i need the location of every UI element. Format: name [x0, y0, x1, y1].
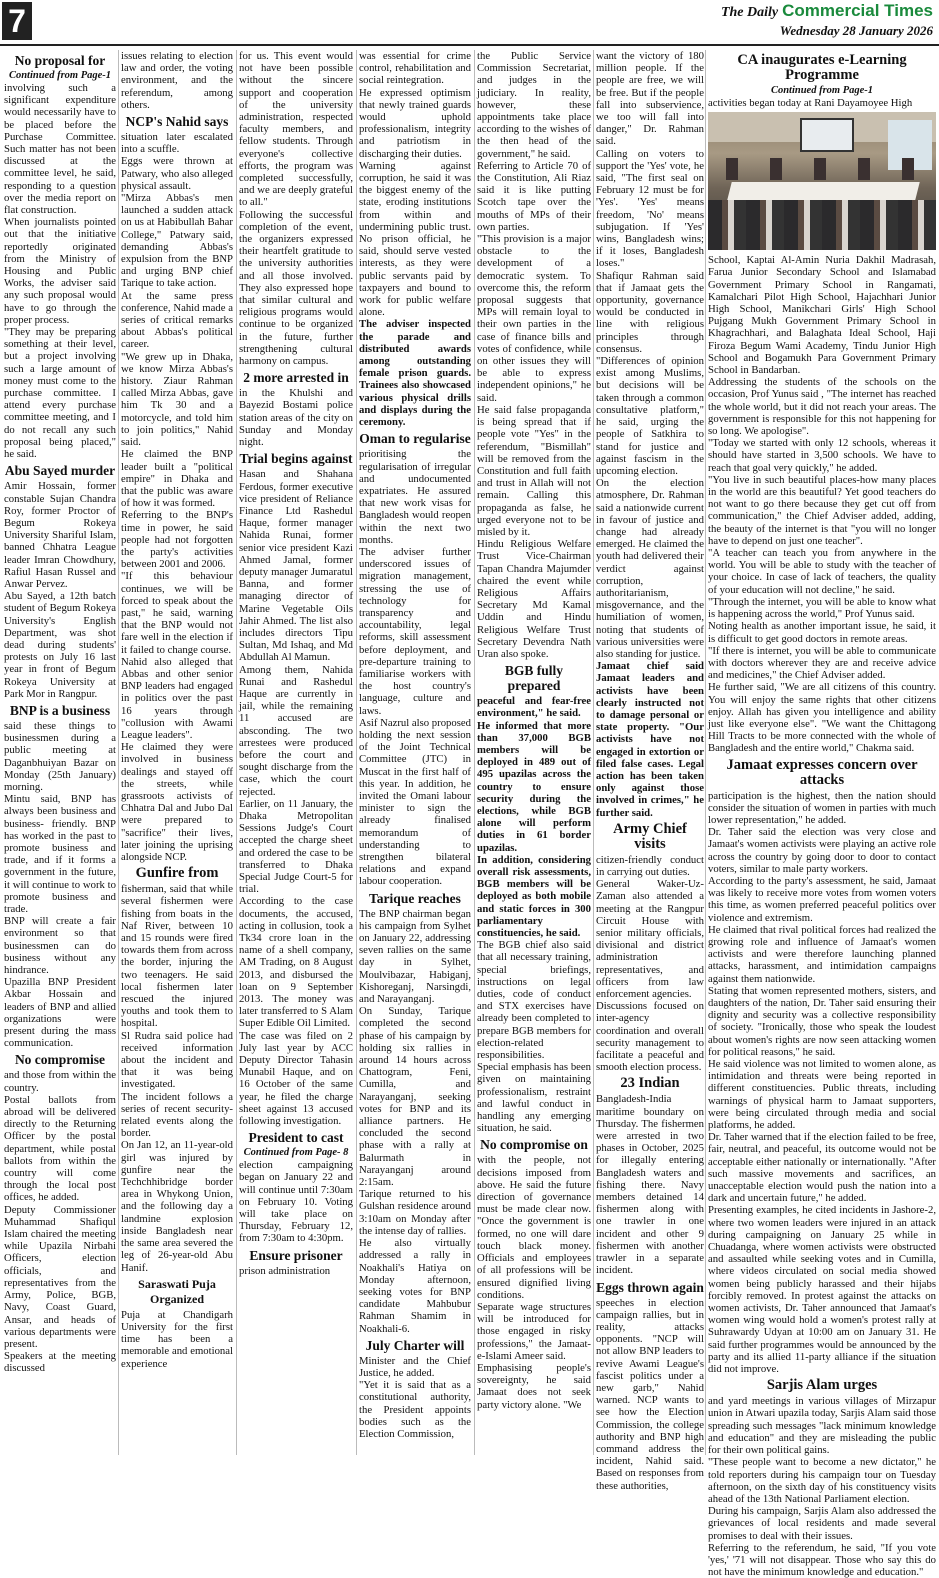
tv-screen-icon: [800, 118, 854, 152]
paragraph: Asif Nazrul also proposed holding the next session of the Joint Technical Committee (JTC) in Muscat in the first half of this year. In addition, he invited the Omani labour minister to sign the already finalised memorandum of understanding to strengthen bilateral relations and expand labour cooperation.: [359, 716, 471, 888]
paragraph: Earlier, on 11 January, the Dhaka Metropolitan Sessions Judge's Court accepted the charge sheet and ordered the case to be transferred to Dhaka Special Judge Court-5 for trial.: [239, 797, 353, 896]
column-divider: [236, 50, 237, 1455]
paragraph: Special emphasis has been given on maintaining professionalism, restraint and lawful conduct in handling any emerging situation, he said.: [477, 1061, 591, 1135]
paragraph: issues relating to election law and order, the voting environment, and the referendum, among others.: [121, 50, 233, 111]
paragraph: He also virtually addressed a rally in Noakhali's Hatiya on Monday afternoon, seeking votes for BNP candidate Mahbubur Rahman Shamim in Noakhali-6.: [359, 1237, 471, 1335]
paragraph: prioritising the regularisation of irregular and undocumented expatriates. He assured that new work visas for Bangladesh would reopen within the next two months.: [359, 448, 471, 546]
headline: Gunfire from: [135, 865, 219, 882]
paragraph: According to the party's assessment, he said, Jamaat was likely to receive more votes from women voters this time, as women preferred peaceful politics over violence and extremism.: [708, 874, 936, 924]
paragraph: Hasan and Shahana Ferdous, former executive vice president of Reliance Finance Ltd Rashedul Haque, former manager Nahida Runai, former senior vice president Kazi Ahmed Jamal, former deputy manager Jumaratul Banna, and former managing director of Marine Vegetable Oils Jahir Ahmed. The list also includes directors Tipu Sultan, Md Ishaq, and Md Abdullah Al Mamun.: [239, 468, 353, 664]
continuation-note: Continued from Page-1: [8, 70, 112, 81]
paragraph: "We grew up in Dhaka, we know Mirza Abbas's history. Ziaur Rahman called Mirza Abbas, gave him Tk 30 and a motorcycle, and told him to join politics," Nahid said.: [121, 350, 233, 449]
column-divider: [474, 50, 475, 1455]
masthead-name: Commercial Times: [782, 1, 933, 20]
headline: BGB fully prepared: [504, 663, 564, 694]
paragraph: "This provision is a major obstacle to the development of a democratic system. To overcome this, the reform proposal suggests that MPs will remain loyal to their own parties in the case of finance bills and votes of confidence, while on other issues they will be able to express independent opinions," he said.: [477, 233, 591, 404]
headline: Saraswati Puja Organized: [138, 1276, 216, 1306]
paragraph: Puja at Chandigarh University for the first time has been a memorable and emotional experience: [121, 1308, 233, 1370]
paragraph: "Differences of opinion exist among Muslims, but decisions will be taken through a common consultative platform," he said, urging the people of Satkhira to stand for justice and against fascism in the upcoming election.: [596, 355, 704, 477]
paragraph: He claimed the BNP leader built a "political empire" in Dhaka and that the public was aware of how it was formed.: [121, 448, 233, 510]
paragraph: in the Khulshi and Bayezid Bostami police station areas of the city on Sunday and Monday night.: [239, 387, 353, 449]
paragraph: On Sunday, Tarique completed the second phase of his campaign by holding six rallies in around 14 hours across Chattogram, Feni, Cumilla, and Narayanganj, seeking votes for BNP and its alliance partners. He concluded the second phase with a rally at Balurmath in Narayanganj around 2:15am.: [359, 1005, 471, 1189]
paragraph: He informed that more than 37,000 BGB members will be deployed in 489 out of 495 upazilas across the country to ensure security during the elections, while BGB alone will perform duties in 61 border upazilas.: [477, 719, 591, 854]
paragraph: Minister and the Chief Justice, he added.: [359, 1354, 471, 1379]
paragraph: Dr. Taher said the election was very close and Jamaat's women activists were playing an active role across the country by going door to door to contact voters, similar to male party workers.: [708, 826, 936, 875]
column-divider: [118, 50, 119, 1455]
paragraph: Eggs were thrown at Patwary, who also alleged physical assault.: [121, 155, 233, 192]
paragraph: Upazilla BNP President Akbar Hossain and leaders of BNP and allied organizations were present during the mass communication.: [4, 976, 116, 1050]
headline: 2 more arrested in: [243, 370, 349, 386]
paragraph: Separate wage structures will be introduced for those engaged in risky professions," the Jamaat-e-Islami Ameer said.: [477, 1300, 591, 1362]
paragraph: Referring to the BNP's time in power, he said people had not forgotten the party's activities between 2001 and 2006.: [121, 509, 233, 571]
paragraph: School, Kaptai Al-Amin Nuria Dakhil Madrasah, Farua Junior Secondary School and Islamabad Government Primary School in Rangamati, Kamalchari Pilot High School, Hajachhari Junior High School, Manikchari Girls' High School Pujgang Mukh Government Primary School in Khagrachhari, and Balaghata Ideal School, Haji Firoza Begum Wami Academy, Tindu Junior High School and Bogamukh Para Government Primary School in Bandarban.: [708, 254, 936, 377]
paragraph: He expressed optimism that newly trained guards would uphold professionalism, integrity and patriotism in discharging their duties.: [359, 86, 471, 160]
column-5: [477, 50, 591, 1455]
paragraph: Shafiqur Rahman said that if Jamaat gets the opportunity, governance would be conducted in line with religious principles through consensus.: [596, 269, 704, 355]
headline: BNP is a business: [9, 702, 111, 718]
paragraph: "These people want to become a new dictator," he told reporters during his campaign tour on Tuesday afternoon, on the sixth day of his constituency visits ahead of the 13th National Parliament election.: [708, 1456, 936, 1505]
paragraph: The incident follows a series of recent security-related events along the border.: [121, 1090, 233, 1140]
paragraph: He claimed they were involved in business dealings and stayed off the streets, while grassroots activists of Chhatra Dal and Jubo Dal were prepared to "sacrifice" their lives, later joining the uprising alongside NCP.: [121, 741, 233, 863]
paragraph: Addressing the students of the schools on the occasion, Prof Yunus said , "The internet has reached the whole world, but it did not reach your areas. The government is responsible for this not happening for so long. We apologise".: [708, 376, 936, 438]
paragraph: prison administration: [239, 1264, 331, 1277]
column-divider: [705, 50, 706, 1455]
headline: Eggs thrown again: [596, 1279, 704, 1295]
paragraph: On the election atmosphere, Dr. Rahman said a nationwide current in favour of justice and change had already emerged. He claimed the youth had delivered their verdict against corruption, authoritarianism, misgovernance, and the humiliation of women, noting that students of various universities were also standing for justice.: [596, 477, 704, 660]
masthead: [721, 1, 933, 39]
paragraph: Referring to the referendum, he said, "If you vote 'yes,' '71 will not disappear. Those who say this do not have the minimum knowledge and education.": [708, 1541, 936, 1578]
paragraph: Calling on voters to support the 'Yes' vote, he said, "The first seal on February 12 must be for 'Yes'. 'Yes' means freedom, 'No' means subjugation. If 'Yes' wins, Bangladesh wins; if it loses, Bangladesh loses.": [596, 147, 704, 270]
column-6: [596, 50, 704, 1492]
paragraph: In addition, considering overall risk assessments, BGB members will be deployed as both mobile and static forces in 300 parliamentary constituencies, he said.: [477, 853, 591, 940]
paragraph: "Today we started with only 12 schools, whereas it should have started in 3,500 schools. We have to reach that goal very quickly," he added.: [708, 437, 936, 474]
masthead-daily: The Daily: [720, 5, 779, 20]
paragraph: and yard meetings in various villages of Mirzapur union in Atwari upazila today, Sarjis Alam said those spreading such messages "lack minimum knowledge and education" and they are misleading the public for their own political gains.: [708, 1395, 936, 1457]
paragraph: "Mirza Abbas's men launched a sudden attack on us at Habibullah Bahar College," Patwary said, demanding Abbas's expulsion from the BNP and urging BNP chief Tarique to take action.: [121, 192, 233, 290]
headline: President to cast: [248, 1130, 344, 1146]
headline: Trial begins against: [239, 451, 353, 467]
paragraph: Mintu said, BNP has always been business and business- friendly. BNP has worked in the past to promote business and trade, and if it forms a government in the future, it will continue to work to promote business and trade.: [4, 793, 116, 915]
column-7: [708, 50, 936, 1578]
paragraph: Warning against corruption, he said it was the biggest enemy of the state, eroding institutions from within and undermining public trust. No prison official, he said, should serve vested interests, as they were public servants paid by taxpayers and bound to work for public welfare alone.: [359, 159, 471, 319]
paragraph: During his campaign, Sarjis Alam also addressed the grievances of local residents and made several promises to deal with their issues.: [708, 1505, 936, 1542]
page-number: 7: [2, 2, 32, 40]
column-4: [359, 50, 471, 1455]
headline: Ensure prisoner: [249, 1247, 343, 1263]
paragraph: He said violence was not limited to women alone, as intimidation and threats were being reported in different constituencies. Public threats, including warnings of physical harm to Jamaat supporters, were being circulated through media and social platforms, he added.: [708, 1058, 936, 1132]
paragraph: Discussions focused on inter-agency coordination and overall security management to facilitate a peaceful and smooth election process.: [596, 1000, 704, 1074]
column-divider: [593, 50, 594, 1455]
paragraph: Stating that women represented mothers, sisters, and daughters of the nation, Dr. Taher said ensuring their dignity and security was a collective responsibility of society. "Ironically, those who speak the loudest about women's rights are now seen attacking women for political reasons," he said.: [708, 984, 936, 1058]
paragraph: Noting health as another important issue, he said, it is difficult to get good doctors in remote areas.: [708, 620, 936, 645]
paragraph: peaceful and fear-free environment," he said.: [477, 695, 591, 720]
paragraph: Presenting examples, he cited incidents in Jashore-2, where two women leaders were injured in an attack during campaigning on January 25 while in Chuadanga, where women activists were obstructed and assaulted while seeking votes and in Cumilla, where videos circulated on social media showed women being publicly harassed and their hijabs forcibly removed. In protest against the attacks on women activists, Dr. Taher announced that Jamaat's women wing would hold a women's protest rally at Suhrawardy Udyan at 10:00 am on January 31. He said further programmes would be announced by the party and its allied 11-party alliance if the situation did not improve.: [708, 1204, 936, 1376]
paragraph: Following the successful completion of the event, the organizers expressed their heartfelt gratitude to the university authorities and all those involved. They also expressed hope that similar cultural and religious programs would continue to be organized in the future, further strengthening cultural harmony on campus.: [239, 208, 353, 368]
paragraph: The case was filed on 2 July last year by ACC Deputy Director Tahasin Munabil Haque, and on 16 October of the same year, he filed the charge sheet against 13 accused following investigation.: [239, 1029, 353, 1128]
headline: NCP's Nahid says: [125, 114, 229, 130]
headline: 23 Indian: [620, 1075, 680, 1092]
page-header: [0, 0, 939, 44]
paragraph: the Public Service Commission Secretariat, and judges in the judiciary. In reality, however, these appointments take place according to the wishes of the then head of the government," he said.: [477, 50, 591, 160]
paragraph: "If this behaviour continues, we will be forced to speak about the past," he said, warning that the BNP would not fare well in the election if it failed to change course.: [121, 570, 233, 656]
headline: No compromise: [14, 1052, 106, 1068]
paragraph: General Waker-Uz-Zaman also attended a meeting at the Rangpur Circuit House with senior military officials, divisional and district administration representatives, and officers from law enforcement agencies.: [596, 878, 704, 1001]
paragraph: Referring to Article 70 of the Constitution, Ali Riaz said it is like putting Scotch tape over the mouths of MPs of their own parties.: [477, 159, 591, 233]
paragraph: Bangladesh-India maritime boundary on Thursday. The fishermen were arrested in two phases in October, 2025 for illegally entering Bangladesh waters and fishing there. Navy members detained 14 fishermen along with one trawler in one incident and other 9 fishermen with another trawler in a separate incident.: [596, 1093, 704, 1277]
paragraph: speeches in election campaign rallies, but in reality, attacks opponents. "NCP will not allow BNP leaders to revive Awami League's fascist politics under a new garb," Nahid warned. NCP wants to see how the Election Commission, the college authority and BNP high command address the incident, Nahid said. Based on responses from these authorities,: [596, 1296, 704, 1492]
paragraph: The adviser inspected the parade and distributed awards among outstanding female prison guards. Trainees also showcased various physical drills and displays during the ceremony.: [359, 318, 471, 429]
headline: July Charter will: [365, 1337, 465, 1353]
paragraph: On Jan 12, an 11-year-old girl was injured by gunfire near the Techchhibridge border area in Whykong Union, and the following day a landmine explosion inside Bangladesh near the same area severed the leg of 26-year-old Abu Hanif.: [121, 1139, 233, 1274]
paragraph: The BNP chairman began his campaign from Sylhet on January 22, addressing seven rallies on the same day in Sylhet, Moulvibazar, Habiganj, Kishoreganj, Narsingdi, and Narayanganj.: [359, 907, 471, 1006]
header-divider: [0, 44, 939, 46]
paragraph: Among them, Nahida Runai and Rashedul Haque are currently in jail, while the remaining 11 accused are absconding. The two arrestees were produced before the court and sought discharge from the case, which the court rejected.: [239, 663, 353, 798]
paragraph: At the same press conference, Nahid made a series of critical remarks about Abbas's political career.: [121, 289, 233, 351]
paragraph: said these things to businessmen during a public meeting at Daganbhuiyan Bazar on Monday (25th January) morning.: [4, 719, 116, 793]
column-1: [4, 50, 116, 1455]
paragraph: situation later escalated into a scuffle.: [121, 131, 233, 156]
headline: Tarique reaches: [369, 890, 461, 906]
paragraph: BNP will create a fair environment so that businessmen can do business without any hindrance.: [4, 915, 116, 977]
headline: Abu Sayed murder: [4, 463, 116, 479]
headline: No compromise on: [480, 1137, 588, 1153]
paragraph: "A teacher can teach you from anywhere in the world. You will be able to study with the teacher of your choice. In case of lack of teachers, the quality of your education will not decline," he said.: [708, 547, 936, 596]
paragraph: Hindu Religious Welfare Trust Vice-Chairman Tapan Chandra Majumder chaired the event while Religious Affairs Secretary Md Kamal Uddin and Hindu Religious Welfare Trust Secretary Devendra Nath Uran also spoke.: [477, 538, 591, 660]
paragraph: He claimed that rival political forces had realized the growing role and influence of Jamaat's women activists and were therefore launching planned attacks, harassment, and intimidation campaigns against them nationwide.: [708, 923, 936, 985]
news-photo-classroom: [708, 112, 936, 250]
paragraph: "They may be preparing something at their level, but a project involving such a large amount of money must come to the purchase committee. I attend every purchase committee meeting, and I do not recall any such proposal being placed," he said.: [4, 326, 116, 461]
paragraph: Emphasising people's sovereignty, he said Jamaat does not seek party victory alone. "We: [477, 1361, 591, 1411]
paragraph: "Through the internet, you will be able to know what is happening across the world," Prof Yunus said.: [708, 595, 936, 621]
paragraph: According to the case documents, the accused, acting in collusion, took a Tk34 crore loan in the name of a shell company, AM Trading, on 8 August 2013, and disbursed the loan on 9 September 2013. The money was later transferred to S Alam Super Edible Oil Limited.: [239, 895, 353, 1030]
issue-date: Wednesday 28 January 2026: [779, 23, 933, 38]
paragraph: was essential for crime control, rehabilitation and social reintegration.: [359, 50, 471, 87]
paragraph: want the victory of 180 million people. If the people are free, we will be free. But if the people fall into subservience, we too will fall into danger," Dr. Rahman said.: [596, 50, 704, 148]
paragraph: Deputy Commissioner Muhammad Shafiqul Islam chaired the meeting while Upazila Nirbahi Officers, election officials, and representatives from the Army, Police, BGB, Navy, Coast Guard, Ansar, and heads of various departments were present.: [4, 1203, 116, 1350]
paragraph: The BGB chief also said that all necessary training, special briefings, instructions on legal duties, code of conduct and STX exercises have already been completed to prepare BGB members for election-related responsibilities.: [477, 939, 591, 1062]
paragraph: Postal ballots from abroad will be delivered directly to the Returning Officer by the postal department, while postal ballots from within the country will come through the local post offices, he added.: [4, 1093, 116, 1204]
paragraph: Tarique returned to his Gulshan residence around 3:10am on Monday after the intense day of rallies.: [359, 1188, 471, 1237]
paragraph: fisherman, said that while several fishermen were fishing from boats in the Naf River, between 10 and 15 rounds were fired towards them from across the border, injuring the two teenagers. He said local fishermen later rescued the injured youths and took them to hospital.: [121, 883, 233, 1030]
headline: Army Chief visits: [613, 820, 687, 852]
column-divider: [356, 50, 357, 1455]
continuation-note: Continued from Page- 8: [243, 1147, 349, 1159]
paragraph: He said false propaganda is being spread that if people vote "Yes" in the referendum, "Bismillah" will be removed from the Constitution and full faith and trust in Allah will not remain. Calling this propaganda as false, he urged everyone not to be misled by it.: [477, 403, 591, 538]
paragraph: Jamaat chief said Jamaat leaders and activists have been clearly instructed not to damage personal or state property. "Our activists have not engaged in extortion or filed false cases. Legal action has been taken only against those involved in crimes," he further said.: [596, 660, 704, 819]
headline: Jamaat expresses concern over attacks: [726, 756, 918, 788]
paragraph: "Yet it is said that as a constitutional authority, the President appoints bodies such as the Election Commission,: [359, 1379, 471, 1440]
masthead-title: [721, 1, 933, 21]
headline: Oman to regularise: [359, 431, 471, 447]
paragraph: "If there is internet, you will be able to communicate with doctors wherever they are and receive advice and medicines," the Chief Adviser added.: [708, 644, 936, 682]
paragraph: with the people, not decisions imposed from above. He said the future direction of governance must be made clear now. "Once the government is formed, no one will dare touch black money. Officials and employees of all professions will be ensured dignified living conditions.: [477, 1154, 591, 1301]
paragraph: Nahid also alleged that Abbas and other senior BNP leaders had engaged in politics over the past 16 years through "collusion with Awami League leaders".: [121, 655, 233, 741]
paragraph: Abu Sayed, a 12th batch student of Begum Rokeya University's English Department, was shot dead during students' protests on July 16 last year in front of Begum Rokeya University at Park Mor in Rangpur.: [4, 590, 116, 700]
column-2: [121, 50, 233, 1455]
paragraph: and those from within the country.: [4, 1069, 116, 1094]
paragraph: involving such a significant expenditure would necessarily have to be placed before the Purchase Committee. Such matter has not been discussed at the committee level, he said, responding to a question over the media report on flat construction.: [4, 82, 116, 217]
headline: CA inaugurates e-Learning Programme: [737, 52, 907, 83]
paragraph: election campaigning began on January 22 and will continue until 7:30am on February 10. Voting will take place on Thursday, February 12, from 7:30am to 4:30pm.: [239, 1159, 353, 1245]
paragraph: He further said, "We are all citizens of this country. You will enjoy the same rights that other citizens enjoy. Allah has given you intelligence and ability just like everyone else". "We want the Chittagong Hill Tracts to be more connected with the whole of Bangladesh and the entire world," Chakma said.: [708, 681, 936, 755]
paragraph: participation is the highest, then the nation should consider the situation of women in parties with much lower representation," he added.: [708, 789, 936, 826]
headline: Sarjis Alam urges: [766, 1377, 878, 1394]
paragraph: The adviser further underscored issues of migration management, stressing the use of technology for transparency and accountability, legal reforms, skill assessment before deployment, and pre-departure training to familiarise workers with the host country's language, culture and laws.: [359, 545, 471, 717]
headline: No proposal for: [14, 53, 106, 68]
paragraph: citizen-friendly conduct in carrying out duties.: [596, 853, 704, 878]
paragraph: Speakers at the meeting discussed: [4, 1350, 116, 1375]
paragraph: activities began today at Rani Dayamoyee High: [708, 97, 913, 109]
paragraph: When journalists pointed out that the initiative reportedly originated from the Ministry of Housing and Public Works, the adviser said any such proposal would have to go through the proper process.: [4, 216, 116, 326]
continuation-note: Continued from Page-1: [770, 85, 874, 96]
paragraph: Dr. Taher warned that if the election failed to be free, fair, neutral, and peaceful, its outcome would not be acceptable either nationally or internationally. "After such massive movements and sacrifices, an unacceptable election would push the nation into a dark and uncertain future," he added.: [708, 1131, 936, 1205]
paragraph: Sl Rudra said police had received information about the incident and that it was being investigated.: [121, 1029, 233, 1091]
column-3: [239, 50, 353, 1455]
paragraph: Amir Hossain, former constable Sujan Chandra Roy, former Proctor of Begum Rokeya University Shariful Islam, banned Chhatra League leader Imran Chowdhury, Rafiul Hasan Russel and Anwar Pervez.: [4, 480, 116, 590]
paragraph: "You live in such beautiful places-how many places in the world are this beautiful? Yet good teachers do not want to go there because they get cut off from communication," the Chief Adviser added, adding, the beauty of the internet is that "you will no longer have to depend on just one teacher".: [708, 473, 936, 547]
paragraph: for us. This event would not have been possible without the sincere support and cooperation of the university administration, respected faculty members, and fellow students. Through everyone's collective efforts, the program was completed successfully, and we are deeply grateful to all.": [239, 50, 353, 209]
